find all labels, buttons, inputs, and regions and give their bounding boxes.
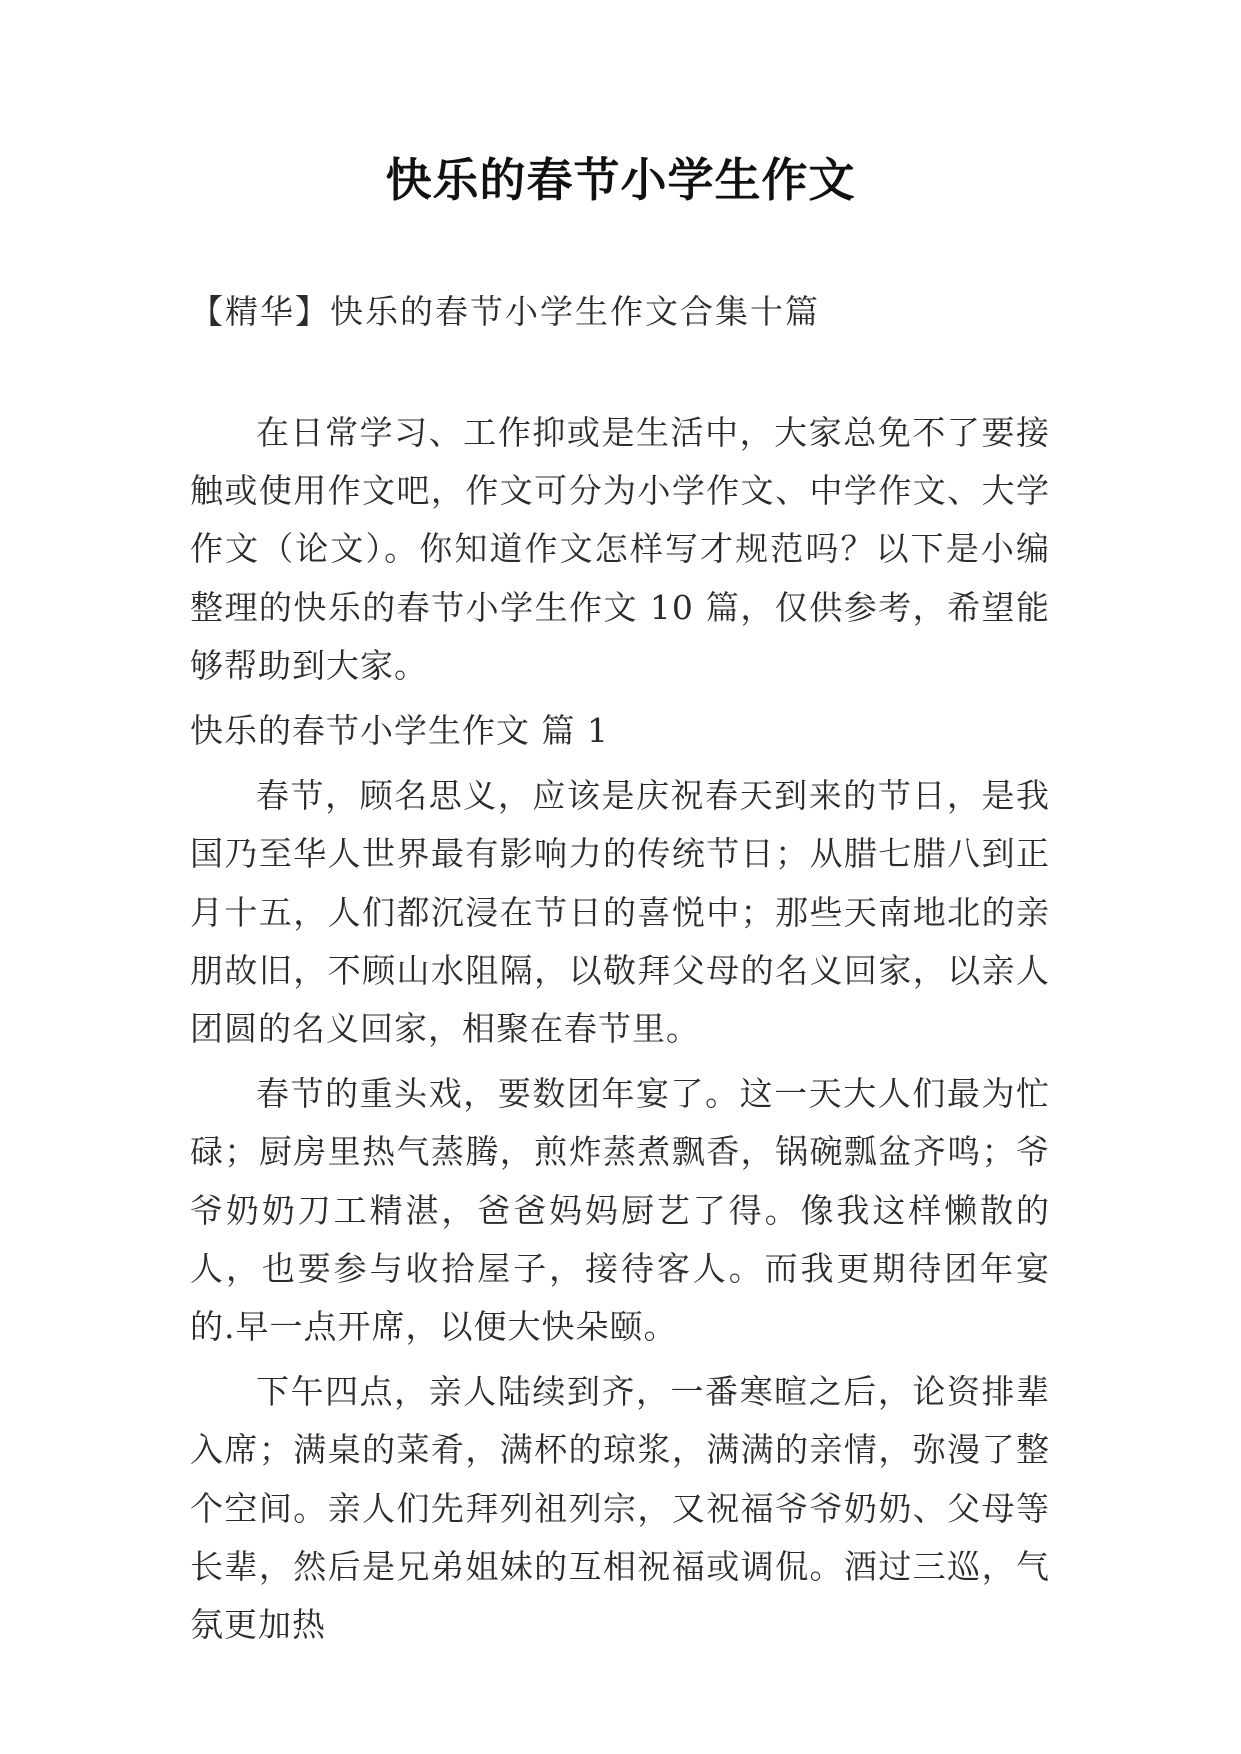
document-body: [190, 404, 1050, 1661]
document-title: 快乐的春节小学生作文: [385, 153, 856, 207]
body-paragraph-1: 春节，顾名思义，应该是庆祝春天到来的节日，是我国乃至华人世界最有影响力的传统节日；从腊七腊八到正月十五，人们都沉浸在节日的喜悦中；那些天南地北的亲朋故旧，不顾山水阻隔，以敬拜父母的名义回家，以亲人团圆的名义回家，相聚在春节里。: [190, 776, 1050, 1049]
body-paragraph-2: 春节的重头戏，要数团年宴了。这一天大人们最为忙碌；厨房里热气蒸腾，煎炸蒸煮飘香，锅碗瓢盆齐鸣；爷爷奶奶刀工精湛，爸爸妈妈厨艺了得。像我这样懒散的人，也要参与收拾屋子，接待客人。而我更期待团年宴的.早一点开席，以便大快朵颐。: [190, 1074, 1050, 1347]
intro-paragraph: 在日常学习、工作抑或是生活中，大家总免不了要接触或使用作文吧，作文可分为小学作文、中学作文、大学作文（论文）。你知道作文怎样写才规范吗？以下是小编整理的快乐的春节小学生作文 10 篇，仅供参考，希望能够帮助到大家。: [190, 413, 1050, 685]
section-heading: 快乐的春节小学生作文 篇 1: [190, 711, 609, 751]
body-paragraph-3: 下午四点，亲人陆续到齐，一番寒暄之后，论资排辈入席；满桌的菜肴，满杯的琼浆，满满的亲情，弥漫了整个空间。亲人们先拜列祖列宗，又祝福爷爷奶奶、父母等长辈，然后是兄弟姐妹的互相祝福或调侃。酒过三巡，气氛更加热: [190, 1372, 1050, 1645]
document-subtitle: 【精华】快乐的春节小学生作文合集十篇: [190, 292, 820, 331]
